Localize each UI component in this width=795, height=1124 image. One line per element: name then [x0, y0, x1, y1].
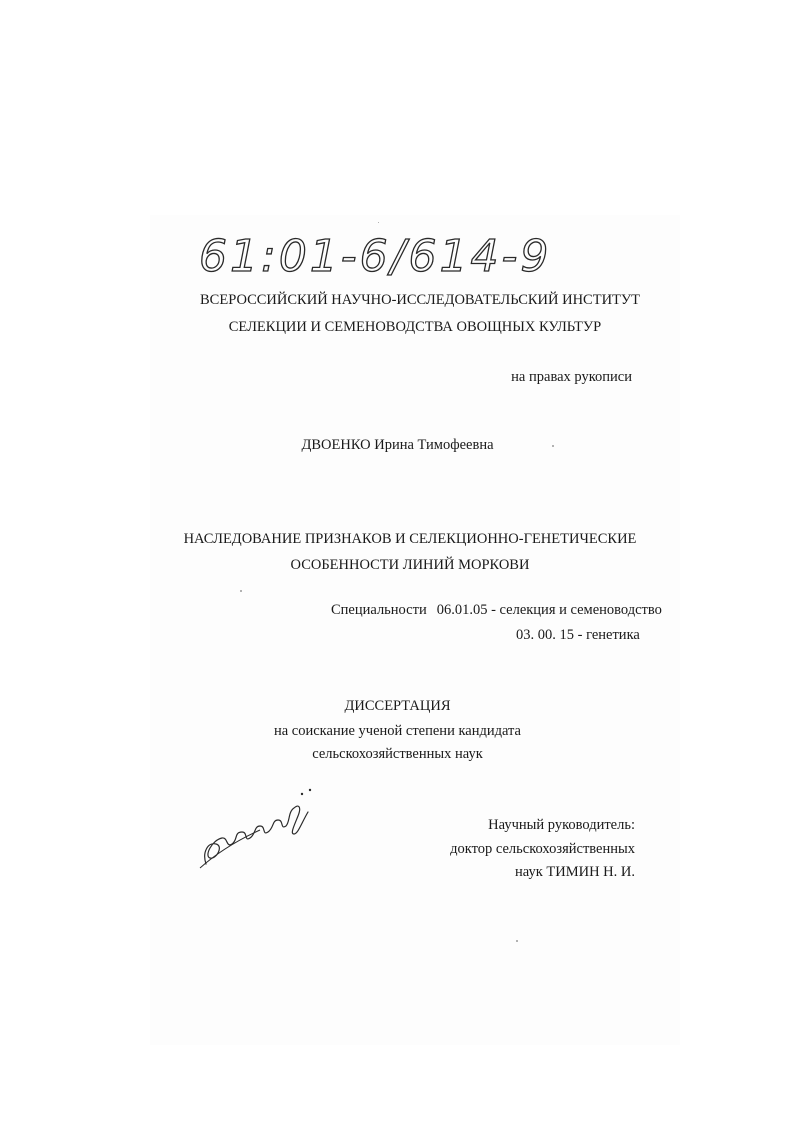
scan-speck: [552, 445, 554, 447]
supervisor-heading: Научный руководитель:: [488, 817, 635, 833]
specialty-item: 03. 00. 15 - генетика: [516, 627, 640, 643]
dissertation-purpose: на соискание ученой степени кандидата: [273, 723, 521, 739]
institute-line-1: ВСЕРОССИЙСКИЙ НАУЧНО-ИССЛЕДОВАТЕЛЬСКИЙ ИНСТИТУТ: [200, 292, 641, 308]
dissertation-type: ДИССЕРТАЦИЯ: [344, 698, 451, 714]
scan-speck: [240, 590, 242, 592]
supervisor-name: наук ТИМИН Н. И.: [515, 864, 635, 880]
author-name: ДВОЕНКО Ирина Тимофеевна: [301, 437, 494, 453]
institute-line-2: СЕЛЕКЦИИ И СЕМЕНОВОДСТВА ОВОЩНЫХ КУЛЬТУР: [228, 319, 602, 335]
svg-text:61:01-6/614-9: 61:01-6/614-9: [199, 231, 552, 282]
supervisor-degree: доктор сельскохозяйственных: [450, 841, 635, 857]
handwritten-archive-number: [195, 225, 552, 285]
manuscript-rights-note: на правах рукописи: [511, 369, 632, 385]
specialty-row-2: [516, 626, 640, 644]
dissertation-title-line-1: НАСЛЕДОВАНИЕ ПРИЗНАКОВ И СЕЛЕКЦИОННО-ГЕНЕТИЧЕСКИЕ: [183, 531, 637, 547]
scan-speck: [516, 940, 518, 942]
specialty-item: 06.01.05 - селекция и семеноводство: [436, 602, 662, 618]
specialties-label: Специальности: [331, 602, 427, 618]
author-signature: [198, 782, 318, 872]
scan-speck: [378, 222, 379, 223]
dissertation-field: сельскохозяйственных наук: [312, 746, 483, 762]
dissertation-title-line-2: ОСОБЕННОСТИ ЛИНИЙ МОРКОВИ: [290, 557, 530, 573]
specialty-row-1: [331, 601, 662, 619]
